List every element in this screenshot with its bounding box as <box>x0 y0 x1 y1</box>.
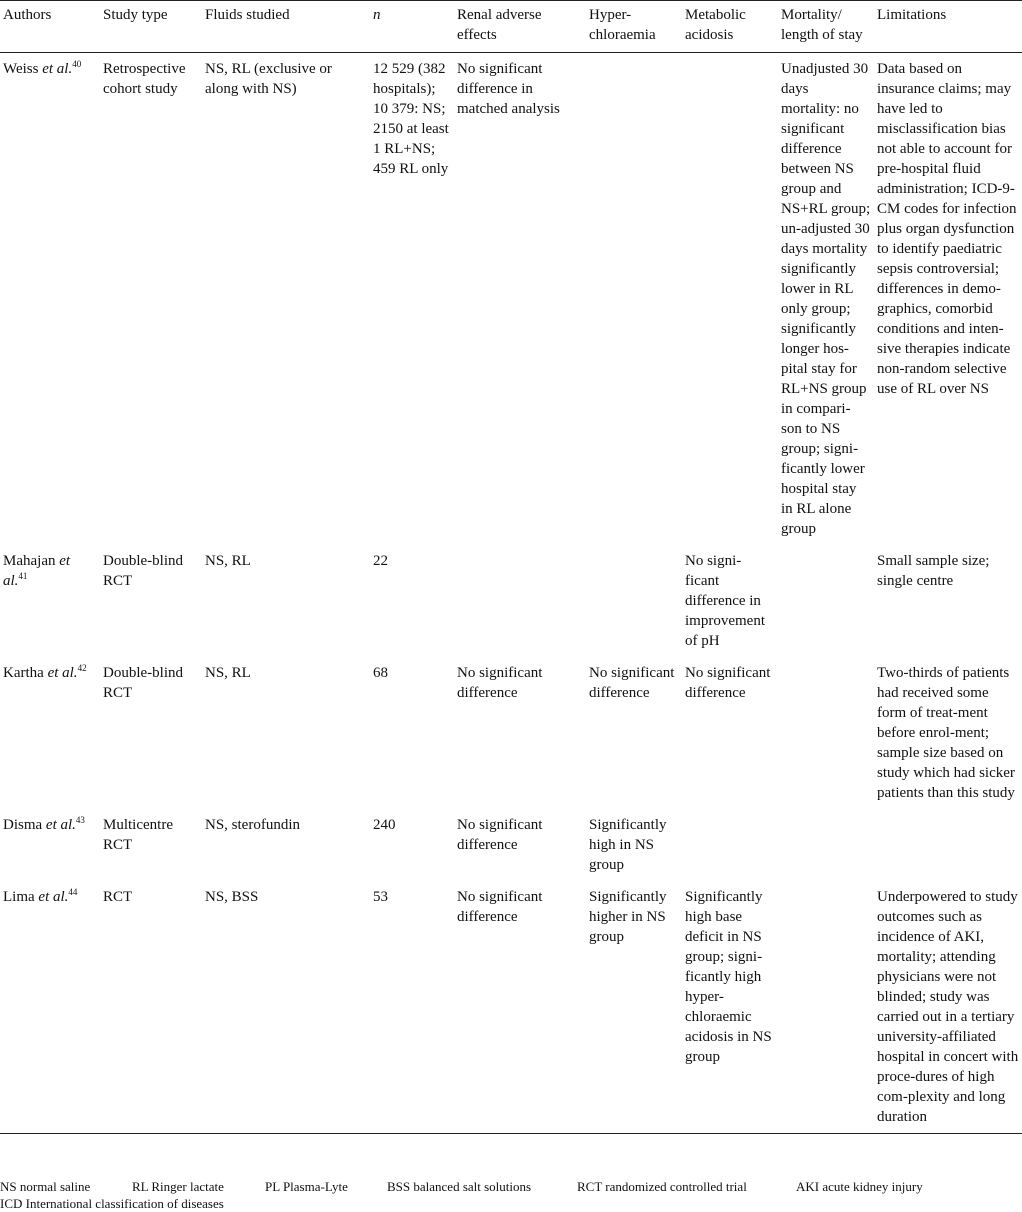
cell-author <box>0 545 100 657</box>
cell-fluids: NS, RL <box>205 553 251 569</box>
cell-acidosis: No significant difference <box>685 665 771 701</box>
cell-fluids: NS, RL (exclusive or along with NS) <box>205 61 332 97</box>
table-row <box>0 53 1022 546</box>
cell-acidosis: No signi-ficant difference in improvement of pH <box>685 553 765 649</box>
cell-mortality <box>778 657 874 809</box>
table-row <box>0 545 1022 657</box>
author-name: Mahajan <box>3 553 56 569</box>
author-etal: et al. <box>3 553 71 589</box>
reference-number: 42 <box>77 663 87 673</box>
cell-renal: No significant difference <box>457 889 543 925</box>
reference-number: 41 <box>18 571 28 581</box>
cell-study-type: Multicentre RCT <box>103 817 173 853</box>
author-etal: et al. <box>45 817 76 833</box>
reference-number: 44 <box>68 887 78 897</box>
cell-n: 12 529 (382 hospitals); 10 379: NS; 2150 at least 1 RL+NS; 459 RL only <box>373 61 449 177</box>
author-name: Kartha <box>3 665 44 681</box>
cell-fluids: NS, sterofundin <box>205 817 300 833</box>
table-row <box>0 809 1022 881</box>
cell-fluids: NS, BSS <box>205 889 259 905</box>
cell-hyperchloraemia: Significantly high in NS group <box>589 817 667 873</box>
reference-number: 43 <box>75 815 85 825</box>
cell-n: 53 <box>373 889 388 905</box>
cell-author <box>0 657 100 809</box>
cell-renal: No significant difference in matched analysis <box>457 61 560 117</box>
cell-hyperchloraemia <box>586 53 682 546</box>
cell-acidosis: Significantly high base deficit in NS group; signi-ficantly high hyper-chloraemic acidosis in NS group <box>685 889 772 1065</box>
cell-fluids: NS, RL <box>205 665 251 681</box>
header-limitations: Limitations <box>874 1 1022 53</box>
header-n: n <box>370 1 454 53</box>
footnote-abbreviations-line <box>0 1178 1022 1195</box>
table-footnotes <box>0 1178 1022 1212</box>
table-row <box>0 881 1022 1134</box>
author-etal: et al. <box>47 665 78 681</box>
cell-limitations: Two-thirds of patients had received some form of treat-ment before enrol-ment; sample size based on study which had sicker patients than this study <box>877 665 1015 801</box>
cell-acidosis <box>682 53 778 546</box>
cell-mortality <box>778 881 874 1134</box>
cell-limitations: Underpowered to study outcomes such as incidence of AKI, mortality; attending physicians were not blinded; study was carried out in a tertiary university-affiliated hospital in concert with proce-dures of high com-plexity and long duration <box>877 889 1019 1125</box>
footnote-bss: BSS balanced salt solutions <box>387 1179 532 1194</box>
author-name: Disma <box>3 817 43 833</box>
cell-author <box>0 881 100 1134</box>
cell-hyperchloraemia <box>586 545 682 657</box>
cell-limitations: Data based on insurance claims; may have led to misclassification bias not able to account for pre-hospital fluid administration; ICD-9-CM codes for infection plus organ dysfunction to identify paediatric sepsis controversial; differences in demo-graphics, comorbid conditions and inten-sive therapies indicate non-random selective use of RL over NS <box>877 61 1017 397</box>
header-metabolic-acidosis: Metabolic acidosis <box>682 1 778 53</box>
cell-hyperchloraemia: No significant difference <box>589 665 675 701</box>
cell-renal <box>454 545 586 657</box>
cell-study-type: Double-blind RCT <box>103 665 183 701</box>
cell-acidosis <box>682 809 778 881</box>
cell-study-type: RCT <box>103 889 133 905</box>
cell-study-type: Double-blind RCT <box>103 553 183 589</box>
header-fluids-studied: Fluids studied <box>202 1 370 53</box>
cell-author <box>0 53 100 546</box>
author-name: Lima <box>3 889 35 905</box>
cell-renal: No significant difference <box>457 817 543 853</box>
cell-n: 68 <box>373 665 388 681</box>
author-name: Weiss <box>3 61 39 77</box>
cell-mortality <box>778 545 874 657</box>
header-study-type: Study type <box>100 1 202 53</box>
cell-study-type: Retrospective cohort study <box>103 61 186 97</box>
author-etal: et al. <box>42 61 73 77</box>
header-authors: Authors <box>0 1 100 53</box>
header-renal-adverse-effects: Renal adverse effects <box>454 1 586 53</box>
cell-mortality: Unadjusted 30 days mortality: no significant difference between NS group and NS+RL group; un-adjusted 30 days mortality significantly lower in RL only group; significantly longer hos-pital stay for RL+NS group in compari-son to NS group; signi-ficantly lower hospital stay in RL alone group <box>781 61 871 537</box>
footnote-icd: ICD International classification of diseases <box>0 1196 224 1211</box>
cell-author <box>0 809 100 881</box>
reference-number: 40 <box>72 59 82 69</box>
footnote-icd-line <box>0 1195 1022 1212</box>
cell-limitations <box>874 809 1022 881</box>
cell-mortality <box>778 809 874 881</box>
footnote-rct: RCT randomized controlled trial <box>577 1179 747 1194</box>
footnote-ns: NS normal saline <box>0 1179 91 1194</box>
cell-n: 22 <box>373 553 388 569</box>
cell-n: 240 <box>373 817 396 833</box>
header-mortality-length-of-stay: Mortality/ length of stay <box>778 1 874 53</box>
header-row <box>0 1 1022 53</box>
table-header <box>0 1 1022 53</box>
cell-hyperchloraemia: Significantly higher in NS group <box>589 889 667 945</box>
footnote-pl: PL Plasma-Lyte <box>265 1179 348 1194</box>
footnote-aki: AKI acute kidney injury <box>796 1179 923 1194</box>
table-body <box>0 53 1022 1134</box>
cell-renal: No significant difference <box>457 665 543 701</box>
header-hyperchloraemia: Hyper-chloraemia <box>586 1 682 53</box>
cell-limitations: Small sample size; single centre <box>877 553 990 589</box>
table-row <box>0 657 1022 809</box>
footnote-rl: RL Ringer lactate <box>132 1179 224 1194</box>
author-etal: et al. <box>38 889 69 905</box>
